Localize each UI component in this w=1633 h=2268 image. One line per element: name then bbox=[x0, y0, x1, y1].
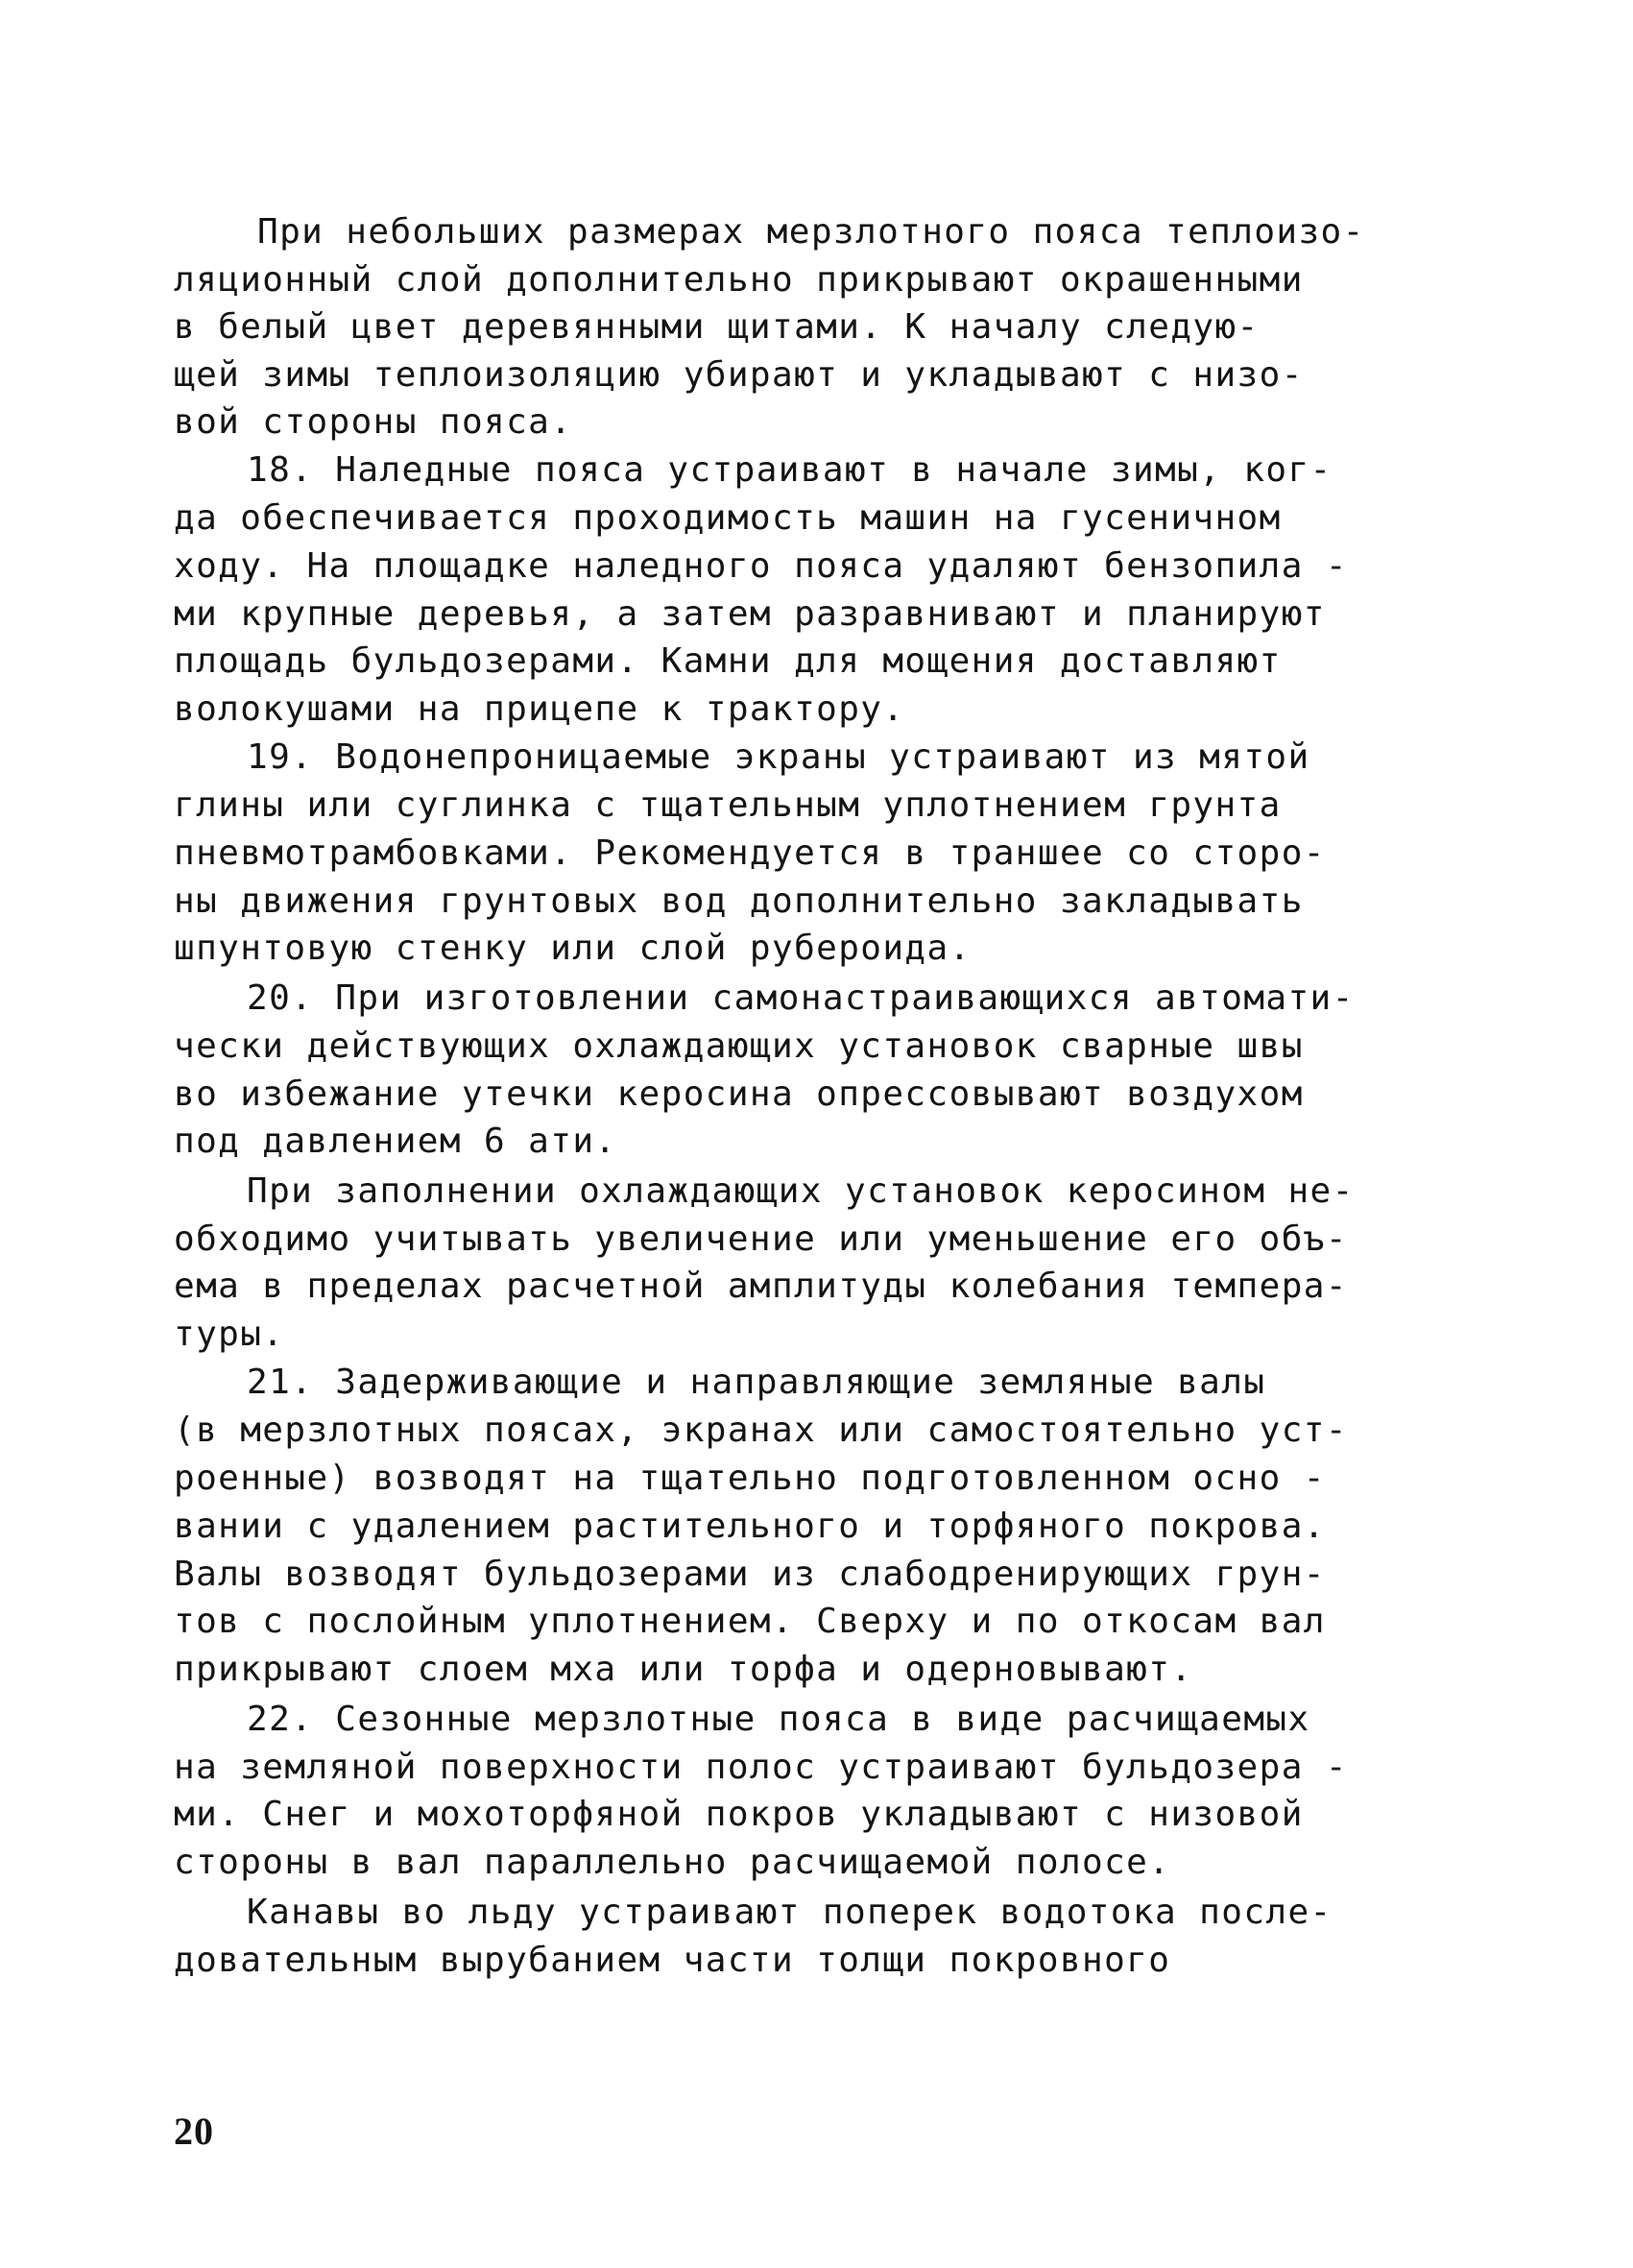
text-line: щей зимы теплоизоляцию убирают и укладывают с низо- bbox=[174, 355, 1304, 395]
text-line: ми. Снег и мохоторфяной покров укладывают с низовой bbox=[174, 1795, 1304, 1834]
text-line: ходу. На площадке наледного пояса удаляют бензопила - bbox=[174, 546, 1348, 586]
text-line: шпунтовую стенку или слой рубероида. bbox=[174, 929, 972, 968]
text-line: пневмотрамбовками. Рекомендуется в траншее со сторо- bbox=[174, 833, 1326, 873]
text-line: 21. Задерживающие и направляющие земляные валы bbox=[247, 1363, 1266, 1402]
text-line: площадь бульдозерами. Камни для мощения доставляют bbox=[174, 641, 1282, 681]
text-line: роенные) возводят на тщательно подготовленном осно - bbox=[174, 1459, 1326, 1498]
text-line: 18. Наледные пояса устраивают в начале зимы, ког- bbox=[247, 450, 1333, 490]
text-line: на земляной поверхности полос устраивают бульдозера - bbox=[174, 1748, 1348, 1787]
text-line: 20. При изготовлении самонастраивающихся автомати- bbox=[247, 978, 1355, 1018]
text-line: тов с послойным уплотнением. Сверху и по откосам вал bbox=[174, 1602, 1326, 1641]
text-line: довательным вырубанием части толщи покровного bbox=[174, 1941, 1171, 1980]
text-line: вании с удалением растительного и торфяного покрова. bbox=[174, 1507, 1326, 1546]
text-line: ема в пределах расчетной амплитуды колебания темпера- bbox=[174, 1267, 1348, 1306]
text-line: ны движения грунтовых вод дополнительно закладывать bbox=[174, 881, 1304, 921]
text-line: под давлением 6 ати. bbox=[174, 1122, 617, 1161]
text-line: (в мерзлотных поясах, экранах или самостоятельно уст- bbox=[174, 1411, 1348, 1450]
text-line: При заполнении охлаждающих установок керосином не- bbox=[247, 1171, 1355, 1211]
text-line: 22. Сезонные мерзлотные пояса в виде расчищаемых bbox=[247, 1700, 1310, 1739]
text-line: во избежание утечки керосина опрессовывают воздухом bbox=[174, 1074, 1304, 1114]
text-line: прикрывают слоем мха или торфа и одерновывают. bbox=[174, 1650, 1193, 1689]
page-number: 20 bbox=[174, 2110, 214, 2153]
text-line: волокушами на прицепе к трактору. bbox=[174, 689, 905, 729]
text-line: чески действующих охлаждающих установок сварные швы bbox=[174, 1026, 1304, 1066]
text-line: глины или суглинка с тщательным уплотнением грунта bbox=[174, 785, 1282, 825]
text-line: вой стороны пояса. bbox=[174, 402, 573, 442]
text-line: обходимо учитывать увеличение или уменьшение его объ- bbox=[174, 1219, 1348, 1259]
text-line: да обеспечивается проходимость машин на гусеничном bbox=[174, 498, 1282, 538]
text-line: ми крупные деревья, а затем разравнивают и планируют bbox=[174, 594, 1326, 634]
text-line: ляционный слой дополнительно прикрывают окрашенными bbox=[174, 260, 1304, 300]
text-line: Канавы во льду устраивают поперек водотока после- bbox=[247, 1893, 1333, 1932]
text-line: в белый цвет деревянными щитами. К началу следую- bbox=[174, 307, 1260, 347]
text-line: стороны в вал параллельно расчищаемой полосе. bbox=[174, 1843, 1171, 1882]
text-line: 19. Водонепроницаемые экраны устраивают из мятой bbox=[247, 737, 1310, 777]
text-line: туры. bbox=[174, 1315, 285, 1354]
text-line: Валы возводят бульдозерами из слабодренирующих грун- bbox=[174, 1555, 1326, 1594]
text-line: При небольших размерах мерзлотного пояса теплоизо- bbox=[257, 212, 1365, 252]
